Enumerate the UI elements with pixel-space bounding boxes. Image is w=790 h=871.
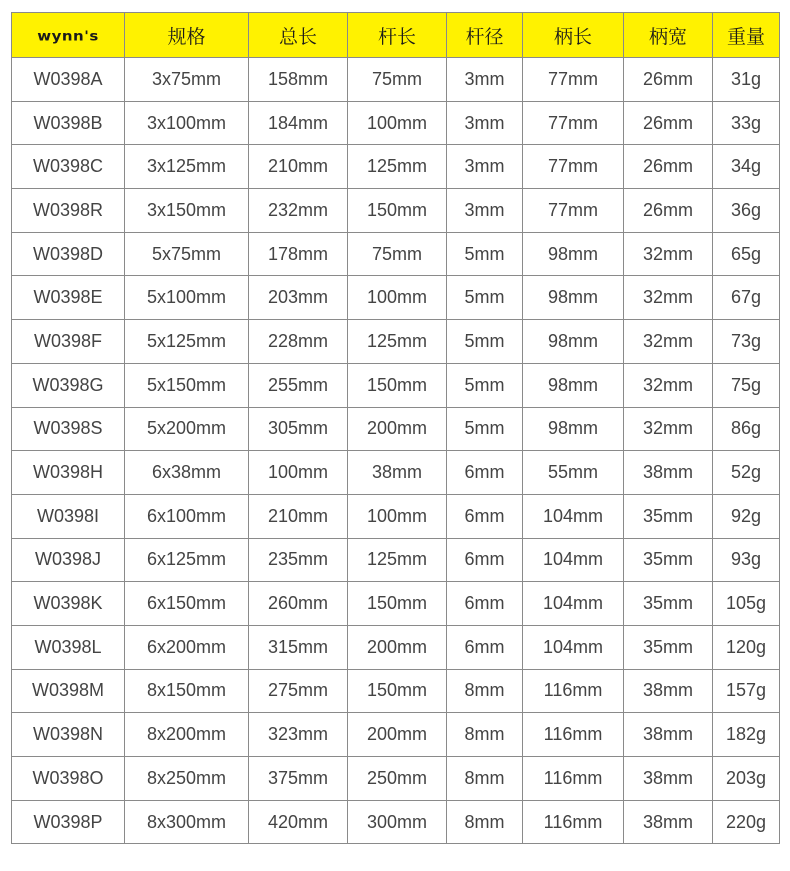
spec-cell: 5x100mm — [125, 276, 249, 320]
handle-width-cell: 38mm — [624, 800, 713, 844]
table-row — [12, 189, 780, 233]
spec-cell: 3x100mm — [125, 101, 249, 145]
total-length-cell: 100mm — [249, 451, 348, 495]
header-row — [12, 13, 780, 58]
weight-cell: 120g — [713, 625, 780, 669]
shaft-diameter-cell: 8mm — [447, 800, 523, 844]
table-row — [12, 407, 780, 451]
spec-cell: 6x125mm — [125, 538, 249, 582]
weight-cell: 92g — [713, 494, 780, 538]
spec-cell: 6x150mm — [125, 582, 249, 626]
handle-width-cell: 32mm — [624, 407, 713, 451]
spec-cell: 8x150mm — [125, 669, 249, 713]
handle-width-cell: 32mm — [624, 363, 713, 407]
handle-width-cell: 26mm — [624, 189, 713, 233]
shaft-length-cell: 150mm — [348, 363, 447, 407]
shaft-length-cell: 100mm — [348, 494, 447, 538]
shaft-length-cell: 200mm — [348, 625, 447, 669]
handle-length-cell: 98mm — [523, 232, 624, 276]
weight-cell: 33g — [713, 101, 780, 145]
weight-cell: 75g — [713, 363, 780, 407]
handle-width-cell: 35mm — [624, 582, 713, 626]
weight-cell: 52g — [713, 451, 780, 495]
total-length-cell: 210mm — [249, 494, 348, 538]
handle-width-cell: 26mm — [624, 58, 713, 102]
handle-length-cell: 98mm — [523, 276, 624, 320]
spec-cell: 5x200mm — [125, 407, 249, 451]
weight-cell: 86g — [713, 407, 780, 451]
table-row — [12, 757, 780, 801]
shaft-diameter-cell: 3mm — [447, 101, 523, 145]
table-row — [12, 713, 780, 757]
spec-cell: 3x125mm — [125, 145, 249, 189]
brand-logo-cell — [12, 13, 125, 58]
table-row — [12, 58, 780, 102]
model-cell: W0398N — [12, 713, 125, 757]
spec-cell: 3x150mm — [125, 189, 249, 233]
shaft-diameter-cell: 5mm — [447, 232, 523, 276]
handle-length-cell: 77mm — [523, 145, 624, 189]
handle-length-cell: 98mm — [523, 407, 624, 451]
weight-cell: 34g — [713, 145, 780, 189]
handle-width-cell: 38mm — [624, 669, 713, 713]
table-row — [12, 538, 780, 582]
handle-length-cell: 104mm — [523, 538, 624, 582]
table-row — [12, 320, 780, 364]
shaft-length-cell: 150mm — [348, 582, 447, 626]
handle-length-cell: 116mm — [523, 757, 624, 801]
shaft-length-cell: 150mm — [348, 669, 447, 713]
handle-width-cell: 35mm — [624, 625, 713, 669]
shaft-diameter-cell: 6mm — [447, 451, 523, 495]
table-row — [12, 669, 780, 713]
shaft-diameter-cell: 6mm — [447, 582, 523, 626]
shaft-diameter-cell: 3mm — [447, 189, 523, 233]
handle-length-cell: 104mm — [523, 625, 624, 669]
weight-cell: 73g — [713, 320, 780, 364]
handle-width-cell: 35mm — [624, 538, 713, 582]
shaft-length-cell: 75mm — [348, 232, 447, 276]
model-cell: W0398M — [12, 669, 125, 713]
handle-length-cell: 55mm — [523, 451, 624, 495]
header-handle-width: 柄宽 — [624, 13, 713, 58]
table-row — [12, 582, 780, 626]
table-row — [12, 145, 780, 189]
total-length-cell: 323mm — [249, 713, 348, 757]
spec-cell: 3x75mm — [125, 58, 249, 102]
shaft-diameter-cell: 6mm — [447, 494, 523, 538]
model-cell: W0398K — [12, 582, 125, 626]
table-row — [12, 494, 780, 538]
model-cell: W0398E — [12, 276, 125, 320]
shaft-length-cell: 75mm — [348, 58, 447, 102]
header-shaft-length: 杆长 — [348, 13, 447, 58]
shaft-length-cell: 300mm — [348, 800, 447, 844]
model-cell: W0398F — [12, 320, 125, 364]
total-length-cell: 305mm — [249, 407, 348, 451]
shaft-length-cell: 250mm — [348, 757, 447, 801]
total-length-cell: 255mm — [249, 363, 348, 407]
weight-cell: 93g — [713, 538, 780, 582]
weight-cell: 65g — [713, 232, 780, 276]
model-cell: W0398C — [12, 145, 125, 189]
shaft-diameter-cell: 5mm — [447, 363, 523, 407]
handle-length-cell: 98mm — [523, 320, 624, 364]
shaft-diameter-cell: 8mm — [447, 669, 523, 713]
header-spec: 规格 — [125, 13, 249, 58]
shaft-length-cell: 125mm — [348, 320, 447, 364]
spec-cell: 6x100mm — [125, 494, 249, 538]
spec-cell: 8x200mm — [125, 713, 249, 757]
shaft-length-cell: 100mm — [348, 101, 447, 145]
handle-length-cell: 77mm — [523, 58, 624, 102]
table-row — [12, 363, 780, 407]
handle-length-cell: 104mm — [523, 582, 624, 626]
total-length-cell: 235mm — [249, 538, 348, 582]
table-row — [12, 451, 780, 495]
shaft-length-cell: 38mm — [348, 451, 447, 495]
header-shaft-diameter: 杆径 — [447, 13, 523, 58]
spec-table — [11, 12, 780, 844]
shaft-length-cell: 125mm — [348, 538, 447, 582]
table-row — [12, 101, 780, 145]
handle-length-cell: 77mm — [523, 101, 624, 145]
total-length-cell: 184mm — [249, 101, 348, 145]
handle-width-cell: 38mm — [624, 713, 713, 757]
spec-cell: 5x150mm — [125, 363, 249, 407]
total-length-cell: 210mm — [249, 145, 348, 189]
shaft-length-cell: 200mm — [348, 407, 447, 451]
handle-width-cell: 38mm — [624, 757, 713, 801]
model-cell: W0398R — [12, 189, 125, 233]
header-total-length: 总长 — [249, 13, 348, 58]
weight-cell: 36g — [713, 189, 780, 233]
shaft-diameter-cell: 3mm — [447, 145, 523, 189]
brand-logo: wynn's — [37, 27, 99, 45]
total-length-cell: 275mm — [249, 669, 348, 713]
model-cell: W0398I — [12, 494, 125, 538]
table-row — [12, 625, 780, 669]
total-length-cell: 228mm — [249, 320, 348, 364]
weight-cell: 220g — [713, 800, 780, 844]
total-length-cell: 420mm — [249, 800, 348, 844]
table-row — [12, 800, 780, 844]
model-cell: W0398P — [12, 800, 125, 844]
shaft-diameter-cell: 5mm — [447, 407, 523, 451]
table-row — [12, 232, 780, 276]
shaft-diameter-cell: 8mm — [447, 757, 523, 801]
handle-width-cell: 38mm — [624, 451, 713, 495]
shaft-diameter-cell: 5mm — [447, 320, 523, 364]
spec-cell: 6x200mm — [125, 625, 249, 669]
total-length-cell: 203mm — [249, 276, 348, 320]
spec-cell: 8x250mm — [125, 757, 249, 801]
spec-cell: 5x75mm — [125, 232, 249, 276]
shaft-diameter-cell: 3mm — [447, 58, 523, 102]
spec-cell: 6x38mm — [125, 451, 249, 495]
shaft-length-cell: 200mm — [348, 713, 447, 757]
table-body — [12, 58, 780, 844]
handle-length-cell: 116mm — [523, 713, 624, 757]
model-cell: W0398S — [12, 407, 125, 451]
handle-width-cell: 32mm — [624, 276, 713, 320]
handle-width-cell: 35mm — [624, 494, 713, 538]
shaft-length-cell: 150mm — [348, 189, 447, 233]
total-length-cell: 260mm — [249, 582, 348, 626]
handle-length-cell: 116mm — [523, 800, 624, 844]
spec-cell: 8x300mm — [125, 800, 249, 844]
handle-length-cell: 104mm — [523, 494, 624, 538]
model-cell: W0398J — [12, 538, 125, 582]
handle-length-cell: 98mm — [523, 363, 624, 407]
model-cell: W0398O — [12, 757, 125, 801]
shaft-length-cell: 125mm — [348, 145, 447, 189]
total-length-cell: 178mm — [249, 232, 348, 276]
model-cell: W0398B — [12, 101, 125, 145]
handle-length-cell: 116mm — [523, 669, 624, 713]
handle-width-cell: 32mm — [624, 320, 713, 364]
shaft-diameter-cell: 6mm — [447, 625, 523, 669]
model-cell: W0398L — [12, 625, 125, 669]
shaft-diameter-cell: 5mm — [447, 276, 523, 320]
weight-cell: 203g — [713, 757, 780, 801]
weight-cell: 157g — [713, 669, 780, 713]
total-length-cell: 232mm — [249, 189, 348, 233]
header-handle-length: 柄长 — [523, 13, 624, 58]
total-length-cell: 158mm — [249, 58, 348, 102]
model-cell: W0398A — [12, 58, 125, 102]
spec-cell: 5x125mm — [125, 320, 249, 364]
table-row — [12, 276, 780, 320]
handle-length-cell: 77mm — [523, 189, 624, 233]
total-length-cell: 315mm — [249, 625, 348, 669]
weight-cell: 105g — [713, 582, 780, 626]
weight-cell: 67g — [713, 276, 780, 320]
header-weight: 重量 — [713, 13, 780, 58]
handle-width-cell: 32mm — [624, 232, 713, 276]
shaft-diameter-cell: 8mm — [447, 713, 523, 757]
shaft-diameter-cell: 6mm — [447, 538, 523, 582]
weight-cell: 182g — [713, 713, 780, 757]
weight-cell: 31g — [713, 58, 780, 102]
handle-width-cell: 26mm — [624, 145, 713, 189]
handle-width-cell: 26mm — [624, 101, 713, 145]
shaft-length-cell: 100mm — [348, 276, 447, 320]
total-length-cell: 375mm — [249, 757, 348, 801]
model-cell: W0398H — [12, 451, 125, 495]
model-cell: W0398G — [12, 363, 125, 407]
model-cell: W0398D — [12, 232, 125, 276]
